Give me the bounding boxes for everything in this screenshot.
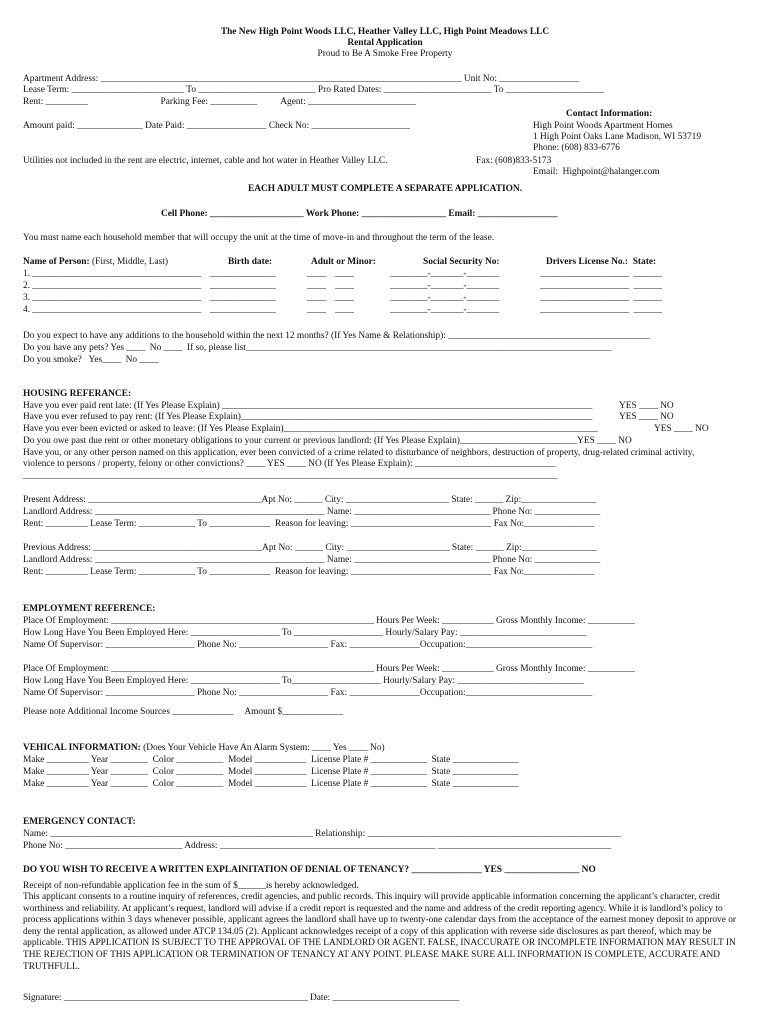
amount-paid-field[interactable]: Amount paid: ______________ Date Paid: _________________ Check No: _____________________ [23,121,410,131]
household-row-ssn[interactable]: ________-_______-_______ [390,293,500,303]
household-row-birth[interactable]: ______________ [210,269,276,279]
previous-address-field[interactable]: Previous Address: ____________________________________Apt No: ______ City: ______________________ State: ______ Zip:________________ [23,543,597,553]
household-row-dl[interactable]: ___________________ ______ [540,305,662,315]
col-birth-date: Birth date: [228,257,273,267]
household-row-dl[interactable]: ___________________ ______ [540,293,662,303]
household-row-ssn[interactable]: ________-_______-_______ [390,281,500,291]
vehicle-heading[interactable]: VEHICAL INFORMATION: (Does Your Vehicle Have An Alarm System: ____ Yes ____ No) [23,743,385,753]
form-title: The New High Point Woods LLC, Heather Valley LLC, High Point Meadows LLC [220,27,550,37]
household-row-ssn[interactable]: ________-_______-_______ [390,305,500,315]
conviction-field[interactable]: violence to persons / property, felony or other convictions? ____ YES ____ NO (If Yes Please Explain): ______________________________ [23,459,556,469]
smoke-field[interactable]: Do you smoke? Yes____ No ____ [23,355,159,365]
col-adult-minor: Adult or Minor: [311,257,376,267]
consent-paragraph: This applicant consents to a routine inquiry of references, credit agencies, and public records. This inquiry will provide applicable information concerning the applicant’s character, credit worthiness and reliability. At applicant’s request, landlord will advise if a credit report is requested and the name and address of the credit reporting agency. While it is landlord’s policy to process applications within 3 days whenever possible, applicant agrees the landlord shall have up to twenty-one calendar days from the acceptance of the earnest money deposit to approve or deny the rental application, as allowed under ATCP 134.05 (2). Applicant acknowledges receipt of a copy of this application with reverse side disclosures as part thereof, which may be applicable. THIS APPLICATION IS SUBJECT TO THE APPROVAL OF THE LANDLORD OR AGENT. FALSE, INACCURATE OR INCOMPLETE INFORMATION MAY RESULT IN THE REJECTION OF THIS APPLICATION OR TERMINATION OF TENANCY AT ANY POINT. PLEASE MAKE SURE ALL INFORMATION IS COMPLETE, ACCURATE AND TRUTHFULL. [23,892,737,972]
household-row-ssn[interactable]: ________-_______-_______ [390,269,500,279]
employment-heading: EMPLOYMENT REFERENCE: [23,604,156,614]
household-row-birth[interactable]: ______________ [210,293,276,303]
adult-notice: EACH ADULT MUST COMPLETE A SEPARATE APPLICATION. [247,184,523,194]
employment-place-field[interactable]: Place Of Employment: ________________________________________________________ Hours Per Week: ___________ Gross Monthly Income: __________ [23,616,635,626]
emergency-heading: EMERGENCY CONTACT: [23,817,136,827]
apartment-address-field[interactable]: Apartment Address: _____________________________________________________________________________ Unit No: _________________ [23,74,579,84]
rent-late-field[interactable]: Have you ever paid rent late: (If Yes Please Explain) _______________________________________________________________________________ [23,401,593,411]
vehicle-row[interactable]: Make _________ Year ________ Color __________ Model ___________ License Plate # ____________ State ______________ [23,767,519,777]
denial-question[interactable]: DO YOU WISH TO RECEIVE A WRITTEN EXPLAINITATION OF DENIAL OF TENANCY? _______________ YES ________________ NO [23,865,596,875]
household-row-dl[interactable]: ___________________ ______ [540,281,662,291]
evicted-yes-no[interactable]: YES ____ NO [654,424,709,434]
household-note: You must name each household member that will occupy the unit at the time of move-in and throughout the term of the lease. [23,233,495,243]
refused-rent-field[interactable]: Have you ever refused to pay rent: (If Yes Please Explain)___________________________________________________________________________ [23,412,593,422]
household-row-name[interactable]: 2. ____________________________________ [23,281,202,291]
rent-late-yes-no[interactable]: YES ____ NO [619,401,674,411]
additional-income-field[interactable]: Please note Additional Income Sources _____________ Amount $_____________ [23,707,344,717]
housing-heading: HOUSING REFERANCE: [23,389,132,399]
col-drivers-license: Drivers License No.: State: [546,257,657,267]
household-row-birth[interactable]: ______________ [210,305,276,315]
previous-rent-field[interactable]: Rent: _________ Lease Term: ____________ To _____________ Reason for leaving: ______________________________ Fax No:_______________ [23,567,595,577]
emergency-name-field[interactable]: Name: ________________________________________________________ Relationship: ______________________________________________________ [23,829,621,839]
owe-rent-field[interactable]: Do you owe past due rent or other monetary obligations to your current or previous landlord: (If Yes Please Explain)_________________________YES ____ NO [23,436,632,446]
household-row-dl[interactable]: ___________________ ______ [540,269,662,279]
evicted-field[interactable]: Have you ever been evicted or asked to leave: (If Yes Please Explain)___________________________________________________________________ [23,424,598,434]
pets-field[interactable]: Do you have any pets? Yes ____ No ____ If so, please list______________________________________________________________________________ [23,343,612,353]
household-row-name[interactable]: 4. ____________________________________ [23,305,202,315]
receipt-note: Receipt of non-refundable application fee in the sum of $______is hereby acknowledged. [23,881,359,891]
contact-phone: Phone: (608) 833-6776 [533,143,620,153]
vehicle-row[interactable]: Make _________ Year ________ Color __________ Model ___________ License Plate # ____________ State ______________ [23,755,519,765]
contact-heading: Contact Information: [566,109,653,119]
emergency-phone-field[interactable]: Phone No: _________________________ Address: ______________________________________________ _____________________________________ [23,841,612,851]
utilities-note: Utilities not included in the rent are electric, internet, cable and hot water in Heather Valley LLC. [23,156,388,166]
signature-field[interactable]: Signature: ____________________________________________________ Date: ___________________________ [23,993,460,1003]
refused-rent-yes-no[interactable]: YES ____ NO [619,412,674,422]
lease-term-field[interactable]: Lease Term: ________________________ To _________________________ Pro Rated Dates: _______________________ To _____________________ [23,85,605,95]
present-address-field[interactable]: Present Address: _____________________________________Apt No: ______ City: ______________________ State: ______ Zip:________________ [23,495,597,505]
present-rent-field[interactable]: Rent: _________ Lease Term: ____________ To _____________ Reason for leaving: ______________________________ Fax No:_______________ [23,519,595,529]
conviction-question: Have you, or any other person named on this application, ever been convicted of a crime related to disturbance of neighbors, destruction of property, drug-related criminal activity, [23,448,695,458]
household-row-name[interactable]: 1. ____________________________________ [23,269,202,279]
rent-parking-agent-field[interactable]: Rent: _________ Parking Fee: __________ Agent: _______________________ [23,97,416,107]
household-row-adult[interactable]: ____ ____ [307,305,354,315]
additions-field[interactable]: Do you expect to have any additions to the household within the next 12 months? (If Yes Name & Relationship): ___________________________________________ [23,331,650,341]
employment-place-field[interactable]: Place Of Employment: ________________________________________________________ Hours Per Week: ___________ Gross Monthly Income: __________ [23,664,635,674]
form-tagline: Proud to Be A Smoke Free Property [317,49,453,59]
col-ssn: Social Security No: [423,257,500,267]
previous-landlord-field[interactable]: Landlord Address: _________________________________________________ Name: _____________________________ Phone No: ______________ [23,555,601,565]
employment-howlong-field[interactable]: How Long Have You Been Employed Here: ___________________ To___________________ Hourly/Salary Pay: ___________________________ [23,676,585,686]
contact-email: Email: Highpoint@halanger.com [533,167,660,177]
contact-fax: Fax: (608)833-5173 [476,156,552,166]
col-name-person: Name of Person: (First, Middle, Last) [23,257,169,267]
contact-company: High Point Woods Apartment Homes [533,121,673,131]
employment-supervisor-field[interactable]: Name Of Supervisor: ___________________ Phone No: ___________________ Fax: _______________Occupation:___________________________ [23,688,593,698]
household-row-birth[interactable]: ______________ [210,281,276,291]
household-row-adult[interactable]: ____ ____ [307,293,354,303]
phones-email-field[interactable]: Cell Phone: ____________________ Work Phone: __________________ Email: _________________ [161,209,558,219]
form-subtitle: Rental Application [347,38,423,48]
vehicle-row[interactable]: Make _________ Year ________ Color __________ Model ___________ License Plate # ____________ State ______________ [23,779,519,789]
household-row-adult[interactable]: ____ ____ [307,281,354,291]
household-row-adult[interactable]: ____ ____ [307,269,354,279]
employment-howlong-field[interactable]: How Long Have You Been Employed Here: ___________________ To ___________________ Hourly/Salary Pay: ___________________________ [23,628,587,638]
employment-supervisor-field[interactable]: Name Of Supervisor: ___________________ Phone No: ___________________ Fax: _______________Occupation:___________________________ [23,640,593,650]
contact-address: 1 High Point Oaks Lane Madison, WI 53719 [533,132,702,142]
conviction-explain-line[interactable]: __________________________________________________________________________________________________________________ [23,471,558,481]
present-landlord-field[interactable]: Landlord Address: _________________________________________________ Name: _____________________________ Phone No: ______________ [23,507,601,517]
household-row-name[interactable]: 3. ____________________________________ [23,293,202,303]
